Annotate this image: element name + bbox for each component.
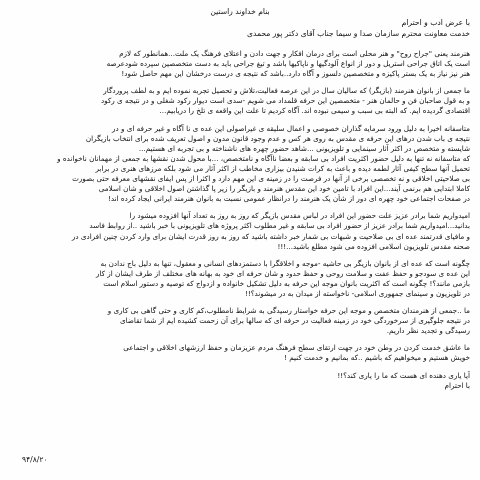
- paragraph-line: اقتصادی گردیده ایم. که البته بی سبب و سیمی نبوده اند. آگاه کردیم تا علت این واقعه ی تلخ را دریابیم...: [159, 106, 470, 116]
- paragraph-line: ما ..جمعی از هنرمندان متخصص و موجه این حرفه خواستار رسیدگی به شرایط نامطلوب،کم کاری و حتی گاهی بی کاری و: [107, 306, 470, 316]
- bismillah-heading: بنام خداوند راستین: [210, 7, 270, 16]
- paragraph-line: شایسته و متخصص در اکثر آثار سینمایی و تلویزیونی ...شاهد حضور چهره های ناشناخته و بی تجربه ای هستیم...: [138, 143, 470, 153]
- paragraph-3: [10, 124, 470, 205]
- paragraph-line: در نتیجه جلوگیری از سرخوردگی خود در زمینه فعالیت در حرفه ای که سالها برای آن زحمت کشیده ایم از شما تقاضای: [119, 316, 470, 326]
- paragraph-line: که متاسفانه نه تنها به دلیل حضور اکثریت افراد بی سابقه و بعضا ناآگاه و نامتخصص، ...با محول شدن نقشها به جمعی از مهمانان ناخوانده و: [57, 153, 470, 163]
- paragraph-line: صحنه مقدس تلویزیون اسلامی افزوده می شود مطلع باشید...!!!: [277, 241, 470, 251]
- greeting-line: با عرض ادب و احترام: [401, 18, 470, 27]
- paragraph-5: [10, 259, 470, 299]
- addressee-line: خدمت معاونت محترم سازمان صدا و سیما جناب آقای دکتر پور محمدی: [247, 29, 470, 38]
- paragraph-line: تحمیل آنها سطح کیفی آثار لطمه دیده و باعث به کرات شنیدن بیزاری مخاطب از اکثر آثار می شود بلکه مرزهای هنری در برابر: [95, 163, 470, 173]
- paragraph-line: کاملا ابتدایی هم برنمی آیند...این افراد با تامین خود این مقدس هنرمند و بازیگر را زیر پا گذاشتن اصول اخلاقی و شان اسلامی: [98, 184, 470, 194]
- paragraph-line: خویش هستیم و میخواهیم که باشیم ..که بمانیم و خدمت کنیم !: [284, 353, 470, 363]
- paragraph-1: [10, 49, 470, 79]
- paragraph-line: چگونه است که عده ای از بانوان بازیگر بی حاشیه -موجه و اخلاقگرا با دستمزدهای انسانی و معقول، تنها به دلیل باج ندادن به: [100, 258, 470, 268]
- paragraph-line: است یک اتاق جراحی استریل و دور از انواع آلودگیها و ناپاکیها باشد و تیغ جراحی باید به دست متخصصین سپرده شودعرصه: [106, 59, 470, 69]
- paragraph-line: این عده ی سودجو و حفظ عفت و سلامت روحی و حفظ حدود و شان حرفه ای خود به بهانه های مختلف از طرف ایشان از کار: [95, 268, 470, 278]
- paragraph-line: در تلویزیون و سینمای جمهوری اسلامی- ناخواسته از میدان به در میشوند؟!!: [244, 288, 470, 298]
- paragraph-4: [10, 211, 470, 251]
- paragraph-line: متاسفانه اخیرا به دلیل ورود سرمایه گذاران خصوصی و اعمال سلیقه ی غیراصولی این عده ی نا آگاه و غیر حرفه ای و در: [111, 123, 470, 133]
- letter-date: ۹۴/۸/۲۰: [22, 455, 48, 464]
- paragraph-line: بدانید...امیدواریم شما برادر عزیز از حضور افراد بی سابقه و غیر مطلوب اکثر پروژه های تلویزیونی با خبر باشید ..از روابط فاسد: [89, 221, 470, 231]
- paragraph-6: [10, 306, 470, 336]
- paragraph-line: امیدواریم شما برادر عزیز علت حضور این افراد در لباس مقدس بازیگر که روز به روز به تعداد آنها افزوده میشود را: [129, 211, 470, 221]
- paragraph-7: [10, 343, 470, 363]
- signoff: با احترام: [444, 380, 470, 390]
- paragraph-line: نتیجه ی باب شدن درهای این حرفه ی مقدس به روی هر کس و عدم وجود قانون مدون و اصول تعریف شده برای انتخاب بازیگران: [85, 133, 470, 143]
- paragraph-line: بی صلاحیتی اخلاقی و نه تخصصی برخی از آنها در فرصت را در زمینه ی این مهم دارد و اکثرا از پس ایفای نقشهای معرفه حتی بصورت: [72, 174, 470, 184]
- paragraph-line: در صفحات اجتماعی خود چهره ای دور از شأن یک هنرمند را درانظار عمومی نسبت به بانوان هنرمند ایرانی ایجاد کرده اند!: [107, 194, 470, 204]
- closing-question: آیا یاری دهنده ای هست که ما را یاری کند؟!!: [337, 370, 470, 380]
- paragraph-line: ما جمعی از بانوان هنرمند (بازیگر) که سالیان سال در این عرصه فعالیت،تلاش و تحصیل تجربه نموده ایم و به لطف پروردگار: [103, 86, 470, 96]
- paragraph-line: بازمی مانند؟! چگونه است که اکثریت بانوان موجه این حرفه به دلیل تشکیل خانواده و ازدواج که توصیه و دستور اسلام است: [103, 278, 470, 288]
- paragraph-line: ما عاشق خدمت کردن در وطن خود در جهت ارتقای سطح فرهنگ مردم عزیزمان و حفظ ارزشهای اخلاقی و اجتماعی: [123, 343, 470, 353]
- paragraph-line: و مافیای قدرتمند عده ای بی صلاحیت و شبهات بی شمار خبر داشته باشید که روز به روز قدرت ایشان برای وارد کردن چنین افرادی در: [71, 231, 470, 241]
- paragraph-line: هنرمند یعنی "جراح روح" و هنر محلی است برای درمان افکار و جهت دادن و اعتلای فرهنگ یک ملت...همانطور که لازم: [119, 49, 470, 58]
- paragraph-line: رسیدگی و تجدید نظر داریم.: [386, 326, 470, 336]
- paragraph-line: هنر نیز نیاز به یک بستر پاکیزه و متخصصین دلسوز و آگاه دارد..باشد که نتیجه ی درست درخشان این مهم حاصل شود!: [121, 69, 470, 79]
- paragraph-line: و به قول صاحبان فن و حالمان هنر - متخصصین این حرفه قلمداد می شویم -سدی است دیوار رکود شغلی و در نتیجه ی رکود: [100, 96, 470, 106]
- paragraph-2: [10, 86, 470, 116]
